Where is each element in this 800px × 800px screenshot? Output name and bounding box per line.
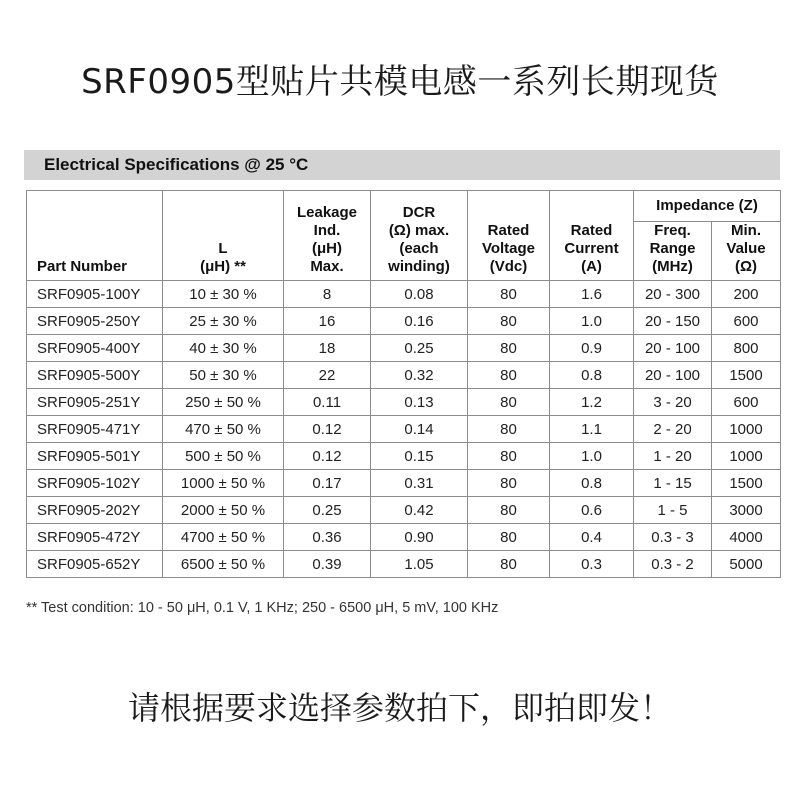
rated-current-cell: 0.4 (550, 524, 634, 551)
dcr-cell: 1.05 (371, 551, 468, 578)
dcr-cell: 0.16 (371, 308, 468, 335)
dcr-cell: 0.13 (371, 389, 468, 416)
inductance-cell: 500 ± 50 % (163, 443, 284, 470)
table-row (27, 362, 781, 389)
freq-range-cell: 0.3 - 2 (634, 551, 712, 578)
freq-range-header-line: Range (649, 240, 696, 257)
rated-voltage-header-line: Rated (487, 222, 530, 239)
part-number-cell: SRF0905-652Y (27, 551, 163, 578)
leakage-cell: 16 (284, 308, 371, 335)
dcr-cell: 0.25 (371, 335, 468, 362)
inductance-cell: 250 ± 50 % (163, 389, 284, 416)
dcr-header-line: winding) (388, 258, 450, 275)
table-row (27, 308, 781, 335)
part-number-cell: SRF0905-100Y (27, 281, 163, 308)
leakage-cell: 0.25 (284, 497, 371, 524)
min-value-cell: 1500 (712, 470, 781, 497)
table-row (27, 335, 781, 362)
rated-voltage-cell: 80 (468, 524, 550, 551)
freq-range-cell: 20 - 150 (634, 308, 712, 335)
test-condition-footnote: ** Test condition: 10 - 50 μH, 0.1 V, 1 KHz; 250 - 6500 μH, 5 mV, 100 KHz (26, 600, 499, 616)
inductance-cell: 4700 ± 50 % (163, 524, 284, 551)
freq-range-cell: 2 - 20 (634, 416, 712, 443)
table-row (27, 470, 781, 497)
rated-current-cell: 1.0 (550, 308, 634, 335)
leakage-cell: 0.39 (284, 551, 371, 578)
min-value-cell: 600 (712, 308, 781, 335)
table-row (27, 389, 781, 416)
inductance-cell: 6500 ± 50 % (163, 551, 284, 578)
table-row (27, 443, 781, 470)
freq-range-header-line: Freq. (654, 222, 691, 239)
table-row (27, 551, 781, 578)
header-row-group (27, 191, 781, 222)
min-value-header (712, 222, 781, 281)
leakage-cell: 0.12 (284, 416, 371, 443)
part-number-cell: SRF0905-500Y (27, 362, 163, 389)
rated-current-cell: 1.0 (550, 443, 634, 470)
leakage-cell: 8 (284, 281, 371, 308)
freq-range-cell: 1 - 15 (634, 470, 712, 497)
dcr-cell: 0.32 (371, 362, 468, 389)
part-number-cell: SRF0905-400Y (27, 335, 163, 362)
freq-range-cell: 3 - 20 (634, 389, 712, 416)
rated-voltage-header-line: Voltage (481, 240, 536, 257)
rated-current-header-line: Current (564, 240, 619, 257)
section-title: Electrical Specifications @ 25 °C (24, 150, 780, 180)
impedance-group-header: Impedance (Z) (634, 191, 781, 222)
rated-voltage-cell: 80 (468, 551, 550, 578)
rated-current-cell: 0.8 (550, 362, 634, 389)
min-value-header-line: Value (726, 240, 766, 257)
min-value-cell: 4000 (712, 524, 781, 551)
part-number-cell: SRF0905-102Y (27, 470, 163, 497)
leakage-cell: 18 (284, 335, 371, 362)
freq-range-header-line: (MHz) (652, 258, 693, 275)
table-row (27, 416, 781, 443)
rated-voltage-cell: 80 (468, 308, 550, 335)
leakage-header-line: (μH) (312, 240, 342, 257)
min-value-cell: 600 (712, 389, 781, 416)
min-value-header-line: (Ω) (734, 258, 758, 275)
dcr-cell: 0.42 (371, 497, 468, 524)
min-value-cell: 5000 (712, 551, 781, 578)
leakage-header-line: Leakage (296, 204, 358, 221)
rated-voltage-cell: 80 (468, 416, 550, 443)
inductance-cell: 50 ± 30 % (163, 362, 284, 389)
dcr-cell: 0.14 (371, 416, 468, 443)
leakage-cell: 0.36 (284, 524, 371, 551)
min-value-cell: 200 (712, 281, 781, 308)
part-number-cell: SRF0905-471Y (27, 416, 163, 443)
inductance-cell: 10 ± 30 % (163, 281, 284, 308)
min-value-cell: 3000 (712, 497, 781, 524)
page-title: SRF0905型贴片共模电感一系列长期现货 (81, 62, 719, 102)
rated-voltage-cell: 80 (468, 362, 550, 389)
freq-range-cell: 1 - 20 (634, 443, 712, 470)
rated-current-header-line: (A) (581, 258, 602, 275)
table-row (27, 281, 781, 308)
l-header-line: L (218, 240, 228, 257)
rated-current-cell: 1.6 (550, 281, 634, 308)
min-value-cell: 1000 (712, 443, 781, 470)
order-instruction: 请根据要求选择参数拍下，即拍即发！ (127, 689, 672, 727)
rated-current-cell: 0.8 (550, 470, 634, 497)
freq-range-header (634, 222, 712, 281)
min-value-cell: 1000 (712, 416, 781, 443)
rated-voltage-header-line: (Vdc) (489, 258, 528, 275)
dcr-cell: 0.90 (371, 524, 468, 551)
freq-range-cell: 20 - 100 (634, 335, 712, 362)
dcr-header-line: (each (399, 240, 439, 257)
leakage-cell: 0.17 (284, 470, 371, 497)
inductance-cell: 470 ± 50 % (163, 416, 284, 443)
rated-voltage-cell: 80 (468, 335, 550, 362)
rated-current-cell: 1.1 (550, 416, 634, 443)
freq-range-cell: 0.3 - 3 (634, 524, 712, 551)
rated-current-cell: 1.2 (550, 389, 634, 416)
part-number-cell: SRF0905-501Y (27, 443, 163, 470)
dcr-cell: 0.31 (371, 470, 468, 497)
min-value-cell: 800 (712, 335, 781, 362)
rated-voltage-cell: 80 (468, 497, 550, 524)
table-row (27, 497, 781, 524)
leakage-header-line: Ind. (313, 222, 341, 239)
table-row (27, 524, 781, 551)
inductance-cell: 2000 ± 50 % (163, 497, 284, 524)
part-number-cell: SRF0905-202Y (27, 497, 163, 524)
rated-voltage-cell: 80 (468, 470, 550, 497)
dcr-header-line: (Ω) max. (388, 222, 450, 239)
inductance-cell: 1000 ± 50 % (163, 470, 284, 497)
inductance-cell: 25 ± 30 % (163, 308, 284, 335)
freq-range-cell: 20 - 100 (634, 362, 712, 389)
rated-current-cell: 0.9 (550, 335, 634, 362)
rated-current-header (550, 191, 634, 281)
min-value-cell: 1500 (712, 362, 781, 389)
part-number-cell: SRF0905-472Y (27, 524, 163, 551)
dcr-cell: 0.08 (371, 281, 468, 308)
part-number-cell: SRF0905-250Y (27, 308, 163, 335)
rated-voltage-header (468, 191, 550, 281)
part-number-header: Part Number (27, 191, 163, 281)
rated-voltage-cell: 80 (468, 389, 550, 416)
leakage-cell: 0.11 (284, 389, 371, 416)
leakage-cell: 22 (284, 362, 371, 389)
leakage-cell: 0.12 (284, 443, 371, 470)
rated-current-cell: 0.3 (550, 551, 634, 578)
dcr-header-line: DCR (402, 204, 436, 221)
dcr-header (371, 191, 468, 281)
inductance-cell: 40 ± 30 % (163, 335, 284, 362)
rated-current-header-line: Rated (570, 222, 613, 239)
l-header-line: (μH) ** (200, 258, 246, 275)
dcr-cell: 0.15 (371, 443, 468, 470)
rated-voltage-cell: 80 (468, 281, 550, 308)
part-number-cell: SRF0905-251Y (27, 389, 163, 416)
specifications-body (27, 281, 781, 578)
freq-range-cell: 1 - 5 (634, 497, 712, 524)
leakage-header (284, 191, 371, 281)
rated-current-cell: 0.6 (550, 497, 634, 524)
l-header (163, 191, 284, 281)
specifications-table (26, 190, 781, 578)
rated-voltage-cell: 80 (468, 443, 550, 470)
leakage-header-line: Max. (310, 258, 344, 275)
min-value-header-line: Min. (731, 222, 761, 239)
freq-range-cell: 20 - 300 (634, 281, 712, 308)
